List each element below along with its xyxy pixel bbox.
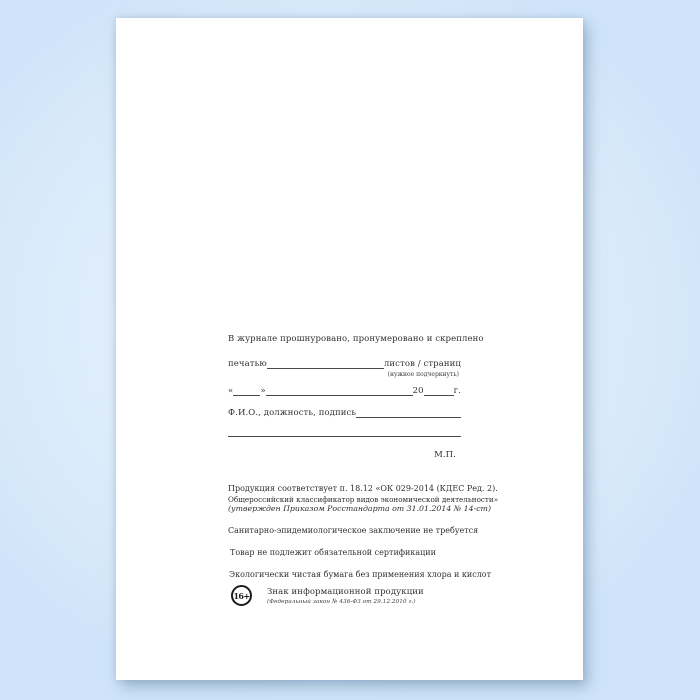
year-prefix: 20 [412, 386, 424, 396]
seal-label: печатью [228, 359, 267, 369]
signature-row [228, 408, 461, 419]
certification-statement: В журнале прошнуровано, пронумеровано и скреплено [228, 334, 484, 344]
blank-line-full [228, 436, 461, 437]
age-mark-title: Знак информационной продукции [267, 587, 424, 597]
blank-line [267, 368, 384, 369]
page-text-column [228, 334, 499, 644]
blank-signature-line [356, 417, 461, 418]
okved-line-2: Общероссийский классификатор видов экономической деятельности» [228, 495, 499, 504]
age-mark-text [267, 584, 424, 606]
okved-line-3: (утвержден Приказом Росстандарта от 31.01.2014 № 14-ст) [228, 504, 491, 513]
journal-back-page [116, 18, 583, 680]
year-suffix: г. [453, 386, 461, 396]
blank-month-line [266, 395, 413, 396]
seal-sheets-row [228, 359, 461, 370]
age-16-badge-icon: 16+ [231, 585, 252, 606]
okved-line-1: Продукция соответствует п. 18.12 «ОК 029-2014 (КДЕС Ред. 2). [228, 484, 498, 493]
open-quote: « [228, 386, 234, 396]
certification-statement-2: Товар не подлежит обязательной сертификации [230, 548, 436, 557]
blank-day-line [233, 395, 260, 396]
age-mark-row [228, 584, 461, 606]
sanitary-statement: Санитарно-эпидемиологическое заключение не требуется [228, 526, 479, 535]
underline-note: (нужное подчеркнуть) [387, 371, 459, 378]
date-row [228, 386, 461, 397]
age-mark-law: (Федеральный закон № 436-ФЗ от 29.12.2010 г.) [267, 599, 416, 605]
eco-paper-statement: Экологически чистая бумага без применения хлора и кислот [229, 570, 492, 579]
seal-place-abbr: М.П. [434, 450, 456, 460]
signature-label: Ф.И.О., должность, подпись [228, 408, 357, 418]
signature-continuation-row [228, 428, 461, 438]
sheets-pages-label: листов / страниц [383, 359, 461, 369]
close-quote: » [260, 386, 266, 396]
blank-year-line [424, 395, 454, 396]
